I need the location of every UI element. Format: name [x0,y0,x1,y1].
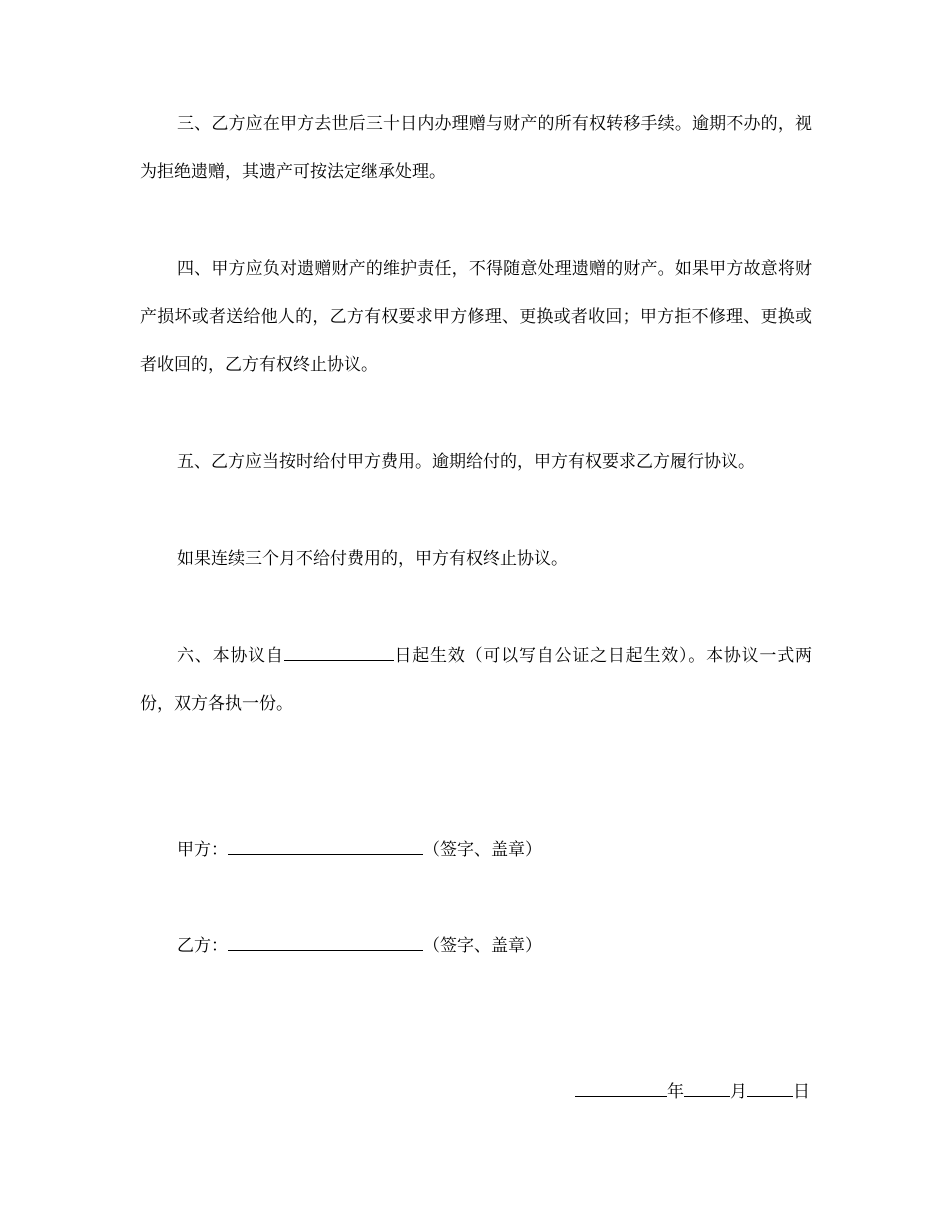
clause-3: 三、乙方应在甲方去世后三十日内办理赠与财产的所有权转移手续。逾期不办的，视为拒绝遗赠，其遗产可按法定继承处理。 [140,114,812,182]
year-label: 年 [667,1082,684,1102]
party-a-label: 甲方： [177,840,228,860]
month-blank [684,1078,730,1097]
year-blank [575,1078,667,1097]
party-b-signature-line [177,932,542,958]
clause-5: 五、乙方应当按时给付甲方费用。逾期给付的，甲方有权要求乙方履行协议。 [177,452,755,472]
party-b-sign-note: （签字、盖章） [423,936,542,956]
day-blank [747,1078,793,1097]
day-label: 日 [793,1082,810,1102]
party-b-label: 乙方： [177,936,228,956]
effective-date-blank [284,642,394,661]
clause-5-continued: 如果连续三个月不给付费用的，甲方有权终止协议。 [177,549,568,569]
party-b-signature-blank [228,932,423,951]
month-label: 月 [730,1082,747,1102]
clause-6 [140,632,812,728]
clause-6-suffix: 日起生效（可以写自公证之日起生效）。本协议一式两份，双方各执一份。 [140,646,813,714]
party-a-sign-note: （签字、盖章） [423,840,542,860]
clause-6-prefix: 六、本协议自 [177,646,284,666]
party-a-signature-blank [228,836,423,855]
clause-4: 四、甲方应负对遗赠财产的维护责任，不得随意处理遗赠的财产。如果甲方故意将财产损坏或者送给他人的，乙方有权要求甲方修理、更换或者收回；甲方拒不修理、更换或者收回的，乙方有权终止协议。 [140,259,812,375]
date-line [575,1078,810,1104]
party-a-signature-line [177,836,542,862]
